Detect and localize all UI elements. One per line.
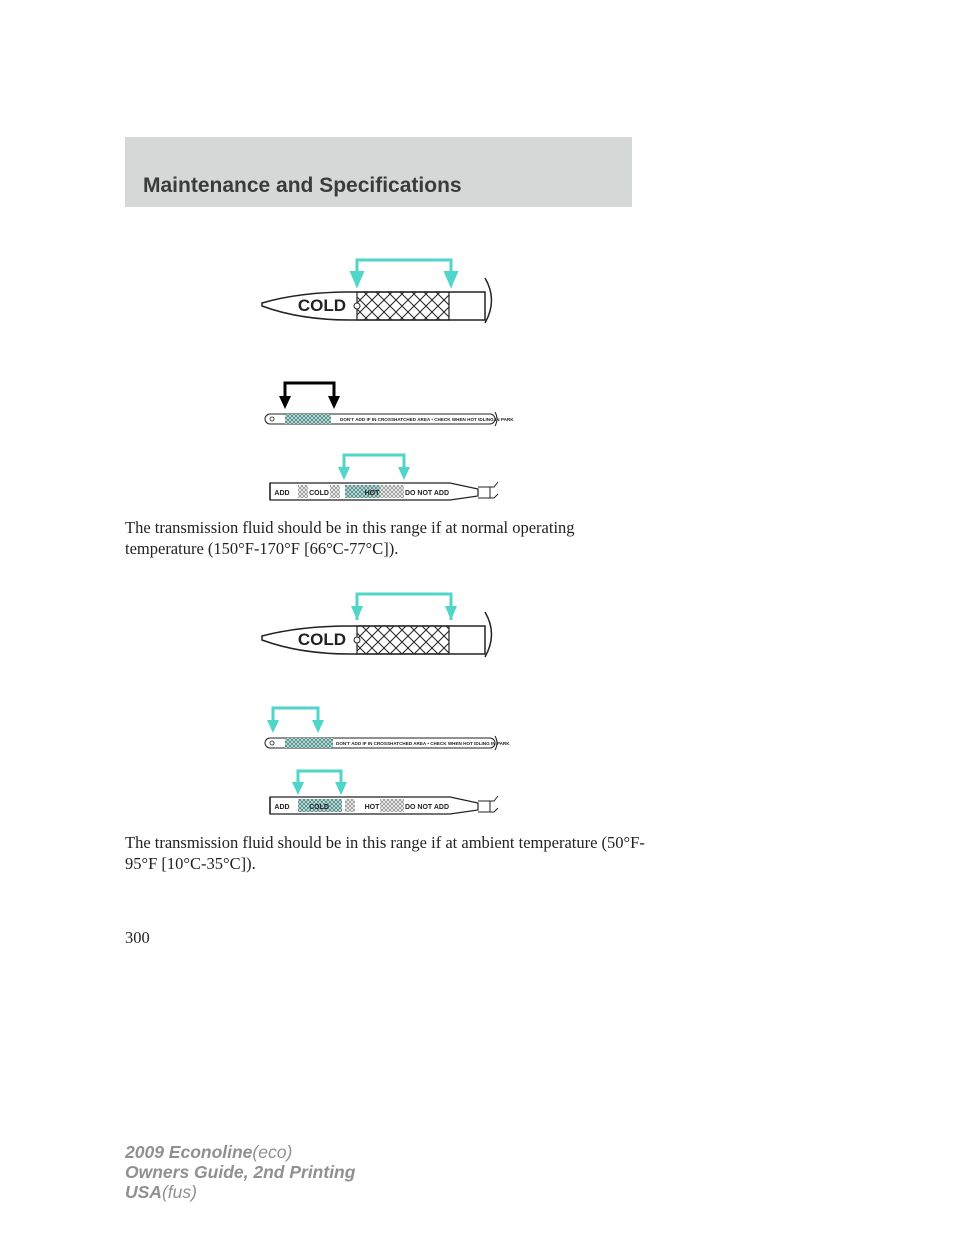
paragraph-normal-operating-temp: The transmission fluid should be in this range if at normal operating temperature (150°F-170°F [66°C-77°C]).: [125, 518, 575, 558]
dipstick-large-1: [262, 278, 492, 323]
dipstick-zoned-2: [270, 796, 498, 814]
dipstick-slim-2: [265, 736, 510, 750]
dipstick-large-label: COLD: [297, 630, 347, 649]
dipstick-slim-label: DON'T ADD IF IN CROSSHATCHED AREA • CHECK WHEN HOT IDLING IN PARK: [336, 741, 510, 746]
zone-hot-label: HOT: [364, 804, 380, 811]
dipstick-zoned-1: [270, 482, 498, 500]
dipstick-slim-1: [265, 412, 514, 426]
footer-region-code: (fus): [161, 1182, 197, 1202]
zone-cold-label: COLD: [309, 804, 329, 811]
footer-model-code: (eco): [252, 1142, 293, 1162]
zone-do-not-add-label: DO NOT ADD: [404, 804, 450, 811]
footer-region: USA: [125, 1182, 162, 1202]
zone-cold-label: COLD: [309, 490, 329, 497]
zone-hot-label: HOT: [364, 490, 380, 497]
zone-add-label: ADD: [274, 490, 290, 497]
range-arrow-1b: [279, 383, 340, 409]
range-arrow-2c: [292, 771, 347, 795]
footer: [125, 1142, 355, 1202]
range-arrow-1c: [338, 455, 410, 480]
paragraph-ambient-temp: The transmission fluid should be in this range if at ambient temperature (50°F-95°F [10°C-35°C]).: [125, 833, 645, 873]
dipstick-large-2: [262, 612, 492, 657]
section-title: Maintenance and Specifications: [143, 174, 462, 197]
footer-guide: Owners Guide, 2nd Printing: [125, 1162, 356, 1182]
range-arrow-1a: [351, 260, 457, 286]
zone-do-not-add-label: DO NOT ADD: [404, 490, 450, 497]
page-number: 300: [125, 928, 150, 947]
range-arrow-2b: [267, 708, 324, 733]
footer-model: 2009 Econoline: [125, 1142, 253, 1162]
dipstick-large-label: COLD: [297, 296, 347, 315]
zone-add-label: ADD: [274, 804, 290, 811]
dipstick-slim-label: DON'T ADD IF IN CROSSHATCHED AREA • CHECK WHEN HOT IDLING IN PARK: [340, 417, 514, 422]
range-arrow-2a: [351, 594, 457, 620]
